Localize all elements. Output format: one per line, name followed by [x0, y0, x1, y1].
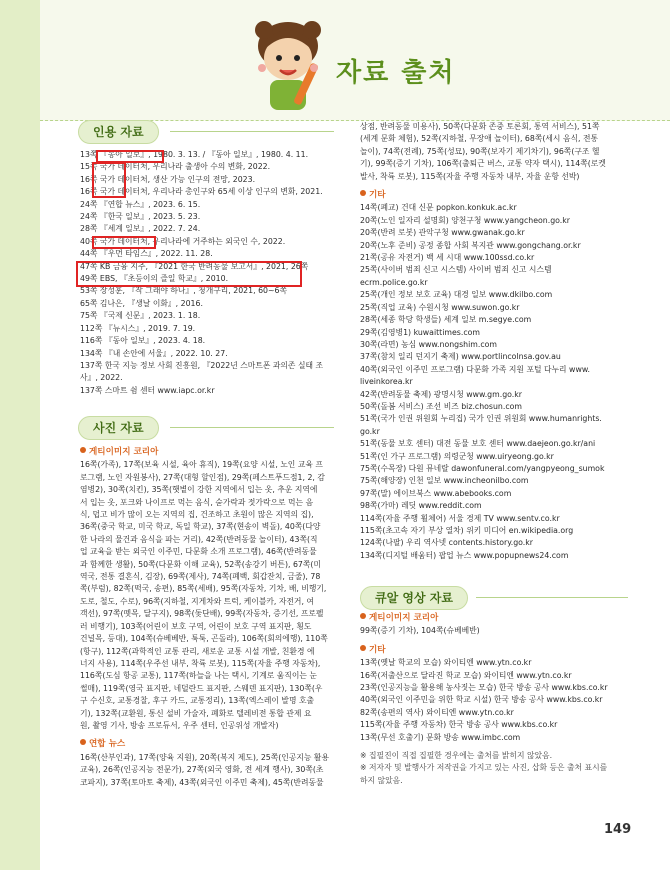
tab-divider — [170, 131, 334, 132]
citation-line: 13쪽 『동아 일보』, 1980. 3. 13. / 『동아 일보』, 1980. 4. 11. — [80, 150, 309, 159]
header-banner — [40, 0, 670, 121]
photo-credit-line: 식, 덥고 비가 많이 오는 지역의 집, 건조하고 초원이 많은 지역의 집), — [80, 510, 314, 520]
citation-line: 137쪽 스마트 쉼 센터 www.iapc.or.kr — [80, 385, 215, 395]
photo-credit-line: 로그램, 노인 자원봉사), 27쪽(대형 할인점), 29쪽(페스트푸드점1, 2, 감 — [80, 472, 325, 482]
citation-line: 75쪽 『국제 신문』, 2023. 1. 18. — [80, 311, 201, 321]
citation-line: 116쪽 『동아 일보』, 2023. 4. 18. — [80, 336, 206, 346]
photo-credit-line: 51쪽(동물 보호 센터) 대전 동물 보호 센터 www.daejeon.go.kr/ani — [360, 439, 596, 449]
photo-credit-line: 코파지), 37쪽(토마토 축제), 43쪽(외국인 이주민 축제), 45쪽(반려동물 — [80, 777, 324, 787]
photo-credit-line: 25쪽(직업 교육) 수원시청 www.suwon.go.kr — [360, 302, 520, 312]
photo-credit-line: 14쪽(폐교) 건대 신문 popkon.konkuk.ac.kr — [360, 203, 517, 213]
photo-credit-line: 51쪽(국가 인권 위원회 누리집) 국가 인권 위원회 www.humanrights. — [360, 414, 602, 424]
citation-line: 134쪽 『내 손안에 서울』, 2022. 10. 27. — [80, 348, 228, 358]
citation-line: 44쪽 『우먼 타임스』, 2022. 11. 28. — [80, 249, 213, 259]
getty-heading: 게티이미지 코리아 — [80, 446, 344, 458]
photo-credit-line: 역국, 전통 결혼식, 김장), 69쪽(제사), 74쪽(폐백, 회갑잔치, 금줄), 78 — [80, 572, 321, 582]
video-credit-line: 82쪽(송편의 역사) 와이티엔 www.ytn.co.kr — [360, 707, 514, 717]
video-credit-line: 13쪽(무선 호출기) 문화 방송 www.imbc.com — [360, 732, 521, 742]
citation-line: 사』, 2022. — [80, 373, 123, 383]
bullet-icon — [80, 447, 86, 453]
photo-credit-line: 20쪽(노후 준비) 공정 종합 사회 복지관 www.gongchang.or.kr — [360, 240, 581, 250]
tab-divider — [170, 427, 334, 428]
photo-credit-line: 29쪽(김영병1) kuwaittimes.com — [360, 327, 480, 337]
photo-credit-line: 42쪽(반려동물 축제) 광명시청 www.gm.go.kr — [360, 389, 522, 399]
photo-credit-line: 업 교육을 받는 외국인 이주민, 다문화 소개 프로그램), 46쪽(반려동물 — [80, 547, 317, 557]
character-illustration — [248, 10, 332, 114]
photo-credit-line: 구 수신호, 교통경찰, 후구 카드, 교통정리), 13쪽(엑스레이 발명 호출 — [80, 696, 315, 706]
photo-credit-line: (세계 문화 체험), 52쪽(지하철, 무장애 놀이터), 68쪽(세시 음식, 전통 — [360, 134, 599, 144]
bullet-icon — [80, 739, 86, 745]
photo-credit-line: 교육), 26쪽(인공지능 전문가), 27쪽(외국 영화, 전 세계 행사), 30쪽(초 — [80, 765, 324, 775]
photo-credit-line: liveinkorea.kr — [360, 377, 413, 387]
other-heading: 기타 — [360, 189, 630, 201]
video-credit-line: 16쪽(저출산으로 달라진 학교 모습) 와이티엔 www.ytn.co.kr — [360, 670, 572, 680]
photo-credit-line: ecrm.police.go.kr — [360, 277, 428, 287]
photo-credit-line: 116쪽(도심 항공 교통), 117쪽(하늘을 나는 택시, 기계로 움직이는 눈 — [80, 671, 317, 681]
photo-credit-line: 16쪽(산부인과), 17쪽(양육 지원), 20쪽(복지 제도), 25쪽(인공지능 활용 — [80, 752, 329, 762]
photo-credit-line: 75쪽(해양장) 인천 일보 www.incheonilbo.com — [360, 476, 529, 486]
yonhap-heading: 연합 뉴스 — [80, 738, 344, 750]
page-title: 자료 출처 — [336, 58, 456, 88]
highlight-box — [92, 236, 156, 249]
tab-citations: 인용 자료 — [78, 120, 159, 144]
citation-line: 28쪽 『세계 일보』, 2022. 7. 24. — [80, 224, 201, 234]
citation-line: 40쪽 국가 데이터처, 우리나라에 거주하는 외국인 수, 2022. — [80, 236, 286, 246]
tab-divider — [476, 597, 628, 598]
note-line: ※ 집필진이 직접 집필한 경우에는 출처를 밝히지 않았음. — [360, 751, 553, 761]
photo-credit-line: 도로, 철도, 수로), 96쪽(지하철, 지게차와 트럭, 케이블카, 자전거, 여 — [80, 596, 314, 606]
photo-credit-line: (항구), 112쪽(과학적인 교통 관리, 새로운 교통 시설 개발, 친환경 에 — [80, 646, 315, 656]
photos-list — [80, 440, 344, 789]
tab-photos: 사진 자료 — [78, 416, 159, 440]
citation-line: 15쪽 국가 데이터처, 우리나라 출생아 수의 변화, 2022. — [80, 162, 271, 172]
right-column — [360, 121, 630, 562]
photo-credit-line: 놀이), 74쪽(전례), 75쪽(성묘), 90쪽(보자기 제기차기), 96쪽(구조 헬 — [360, 146, 600, 156]
highlight-box — [76, 261, 302, 287]
video-credit-line: 99쪽(증기 기차), 104쪽(슈베베반) — [360, 626, 480, 636]
photo-credit-line: 썰매), 119쪽(영국 표지판, 네덜란드 표지판, 스웨덴 표지판), 130쪽(우 — [80, 683, 323, 693]
photo-credit-line: 25쪽(개인 정보 보호 교육) 대경 일보 www.dkilbo.com — [360, 290, 553, 300]
left-sidebar-strip — [0, 0, 40, 870]
photo-credit-line: 97쪽(말) 에이브북스 www.abebooks.com — [360, 488, 512, 498]
photo-credit-line: 115쪽(초고속 자기 부상 열차) 위키 미디어 en.wikipedia.org — [360, 526, 574, 535]
video-credit-line: 40쪽(외국인 이주민을 위한 학교 시설) 한국 방송 공사 www.kbs.co.kr — [360, 695, 603, 705]
photo-credit-line: 20쪽(반려 로봇) 관악구청 www.gwanak.go.kr — [360, 228, 525, 238]
video-credit-line: 23쪽(인공지능을 활용해 농사짓는 모습) 한국 방송 공사 www.kbs.co.kr — [360, 683, 608, 693]
photo-credit-line: 염병2), 30쪽(치킨), 35쪽(햇볕이 강한 지역에서 입는 옷, 추운 지역에 — [80, 485, 318, 495]
note-line: 하지 않았음. — [360, 775, 403, 785]
photo-credit-line: 124쪽(나팔) 우리 역사넷 contents.history.go.kr — [360, 538, 534, 548]
photo-credit-line: 기), 132쪽(교환원, 통신 설비 가술자, 폐화로 텔레비전 통합 관제 요 — [80, 708, 312, 718]
photo-credit-line: 25쪽(사이버 범죄 신고 시스템) 사이버 범죄 신고 시스템 — [360, 265, 552, 275]
photo-credit-line: 30쪽(라면) 농심 www.nongshim.com — [360, 339, 498, 349]
citation-line: 16쪽 국가 데이터처, 생산 가능 인구의 전망, 2023. — [80, 174, 256, 184]
photo-credit-line: 134쪽(디지털 배움터) 팝업 뉴스 www.popupnews24.com — [360, 550, 569, 560]
photo-credit-line: 40쪽(외국인 이주민 프로그램) 다문화 가족 지원 포털 다누리 www. — [360, 364, 590, 374]
citation-line: 16쪽 국가 데이터처, 우리나라 총인구와 65세 이상 인구의 변화, 2021. — [80, 187, 323, 197]
video-credit-line: 13쪽(옛날 학교의 모습) 와이티엔 www.ytn.co.kr — [360, 658, 532, 668]
photo-credit-line: 객선), 97쪽(뗏목, 달구지), 98쪽(돛단배), 99쪽(자동차, 증기선, 프로펠 — [80, 609, 324, 619]
photo-credit-line: 28쪽(세종 학당 학생들) 세계 일보 m.segye.com — [360, 315, 532, 325]
photo-credit-line: 20쪽(노인 일자리 설명회) 양천구청 www.yangcheon.go.kr — [360, 215, 571, 225]
photo-credit-line: 상점, 반려동물 미용사), 50쪽(다문화 존중 토론회, 통역 서비스), 51쪽 — [360, 122, 600, 131]
photo-credit-line: 한 나라의 물건과 음식을 파는 거리), 42쪽(반려동물 놀이터), 43쪽(직 — [80, 534, 318, 544]
photo-credit-line: 21쪽(공유 자전거) 백 세 시대 www.100ssd.co.kr — [360, 253, 535, 263]
photo-credit-line: go.kr — [360, 426, 380, 436]
citation-line: 47쪽 KB 금융 지주, 『2021 한국 반려동물 보고서』, 2021, 26쪽 — [80, 261, 309, 271]
photo-credit-line: 서 입는 옷, 포크와 나이프로 먹는 음식, 숟가락과 젓가락으로 먹는 음 — [80, 497, 314, 507]
photo-credit-line: 너지 사용), 114쪽(우주선 내부, 착륙 로봇), 115쪽(자율 주행 자동차), — [80, 658, 321, 668]
photo-credit-line: 원, 촬영 기사, 방송 프로듀서, 우주 센터, 인공위성 개발자) — [80, 720, 279, 730]
bullet-icon — [360, 613, 366, 619]
photo-credit-line: 쪽(부럼), 82쪽(떡국, 송편), 85쪽(세배), 95쪽(자동차, 기차, 배, 비행기, — [80, 584, 327, 594]
citation-line: 53쪽 장성훈, 『작 그래야 하나』, 청개구리, 2021, 60~6쪽 — [80, 286, 288, 296]
citation-line: 112쪽 『뉴시스』, 2019. 7. 19. — [80, 323, 196, 333]
photo-credit-line: 16쪽(가족), 17쪽(보육 시설, 육아 휴직), 19쪽(요양 시설, 노인 교육 프 — [80, 460, 323, 470]
photo-credit-line: 발사, 착륙 로봇), 115쪽(자율 주행 자동차 내부, 자율 운항 선박) — [360, 171, 580, 181]
photo-credit-line: 51쪽(인 가구 프로그램) 의령군청 www.uiryeong.go.kr — [360, 451, 554, 461]
bullet-icon — [360, 190, 366, 196]
photo-credit-line: 98쪽(가마) 레딧 www.reddit.com — [360, 501, 482, 511]
highlight-box — [92, 162, 126, 198]
tab-videos: 큐알 영상 자료 — [360, 586, 468, 610]
citation-line: 24쪽 『연합 뉴스』, 2023. 6. 15. — [80, 199, 201, 209]
citation-line: 49쪽 EBS, 『초등이의 즐일 학교』, 2010. — [80, 274, 229, 284]
video-credit-line: 115쪽(자율 주행 자동차) 한국 방송 공사 www.kbs.co.kr — [360, 720, 558, 730]
photo-credit-line: 과 함께한 생활), 50쪽(다문화 이해 교육), 52쪽(송강기 버튼), 67쪽(미 — [80, 559, 321, 569]
photo-credit-line: 37쪽(참치 일리 던지기 축제) www.portlincolnsa.gov.au — [360, 352, 561, 362]
photo-credit-line: 75쪽(수목장) 다원 뮤네랄 dawonfuneral.com/yangpyeong_sumok — [360, 463, 605, 473]
photo-credit-line: 50쪽(돌봄 서비스) 조선 비즈 biz.chosun.com — [360, 401, 522, 411]
photo-credit-line: 건널목, 등대), 104쪽(슈베베반, 툭툭, 곤돌라), 106쪽(회의에행), 110쪽 — [80, 634, 328, 644]
citation-line: 24쪽 『한국 일보』, 2023. 5. 23. — [80, 212, 201, 222]
videos-list — [360, 606, 630, 787]
citation-line: 65쪽 김나은, 『생날 이화』, 2016. — [80, 298, 203, 308]
other-heading: 기타 — [360, 644, 630, 656]
photo-credit-line: 기), 99쪽(증기 기차), 106쪽(출퇴근 버스, 교통 약자 택시), 114쪽(로켓 — [360, 159, 606, 169]
note-line: ※ 저자자 및 발행사가 저작권을 가지고 있는 사진, 삽화 등은 출처 표시를 — [360, 763, 608, 773]
photo-credit-line: 36쪽(중국 학교, 미국 학교, 독일 학교), 37쪽(현송이 벽돌), 40쪽(다양 — [80, 522, 321, 532]
getty-heading: 게티이미지 코리아 — [360, 612, 630, 624]
page-number: 149 — [604, 822, 632, 837]
bullet-icon — [360, 645, 366, 651]
photo-credit-line: 러 비행기), 103쪽(어린이 보호 구역, 어린이 보호 구역 표지판, 횡도 — [80, 621, 312, 631]
photo-credit-line: 114쪽(자율 주행 휠체어) 서울 경제 TV www.sentv.co.kr — [360, 513, 560, 523]
citation-line: 137쪽 한국 지능 정보 사회 진흥원, 『2022년 스마트폰 과의존 실태 조 — [80, 360, 324, 370]
